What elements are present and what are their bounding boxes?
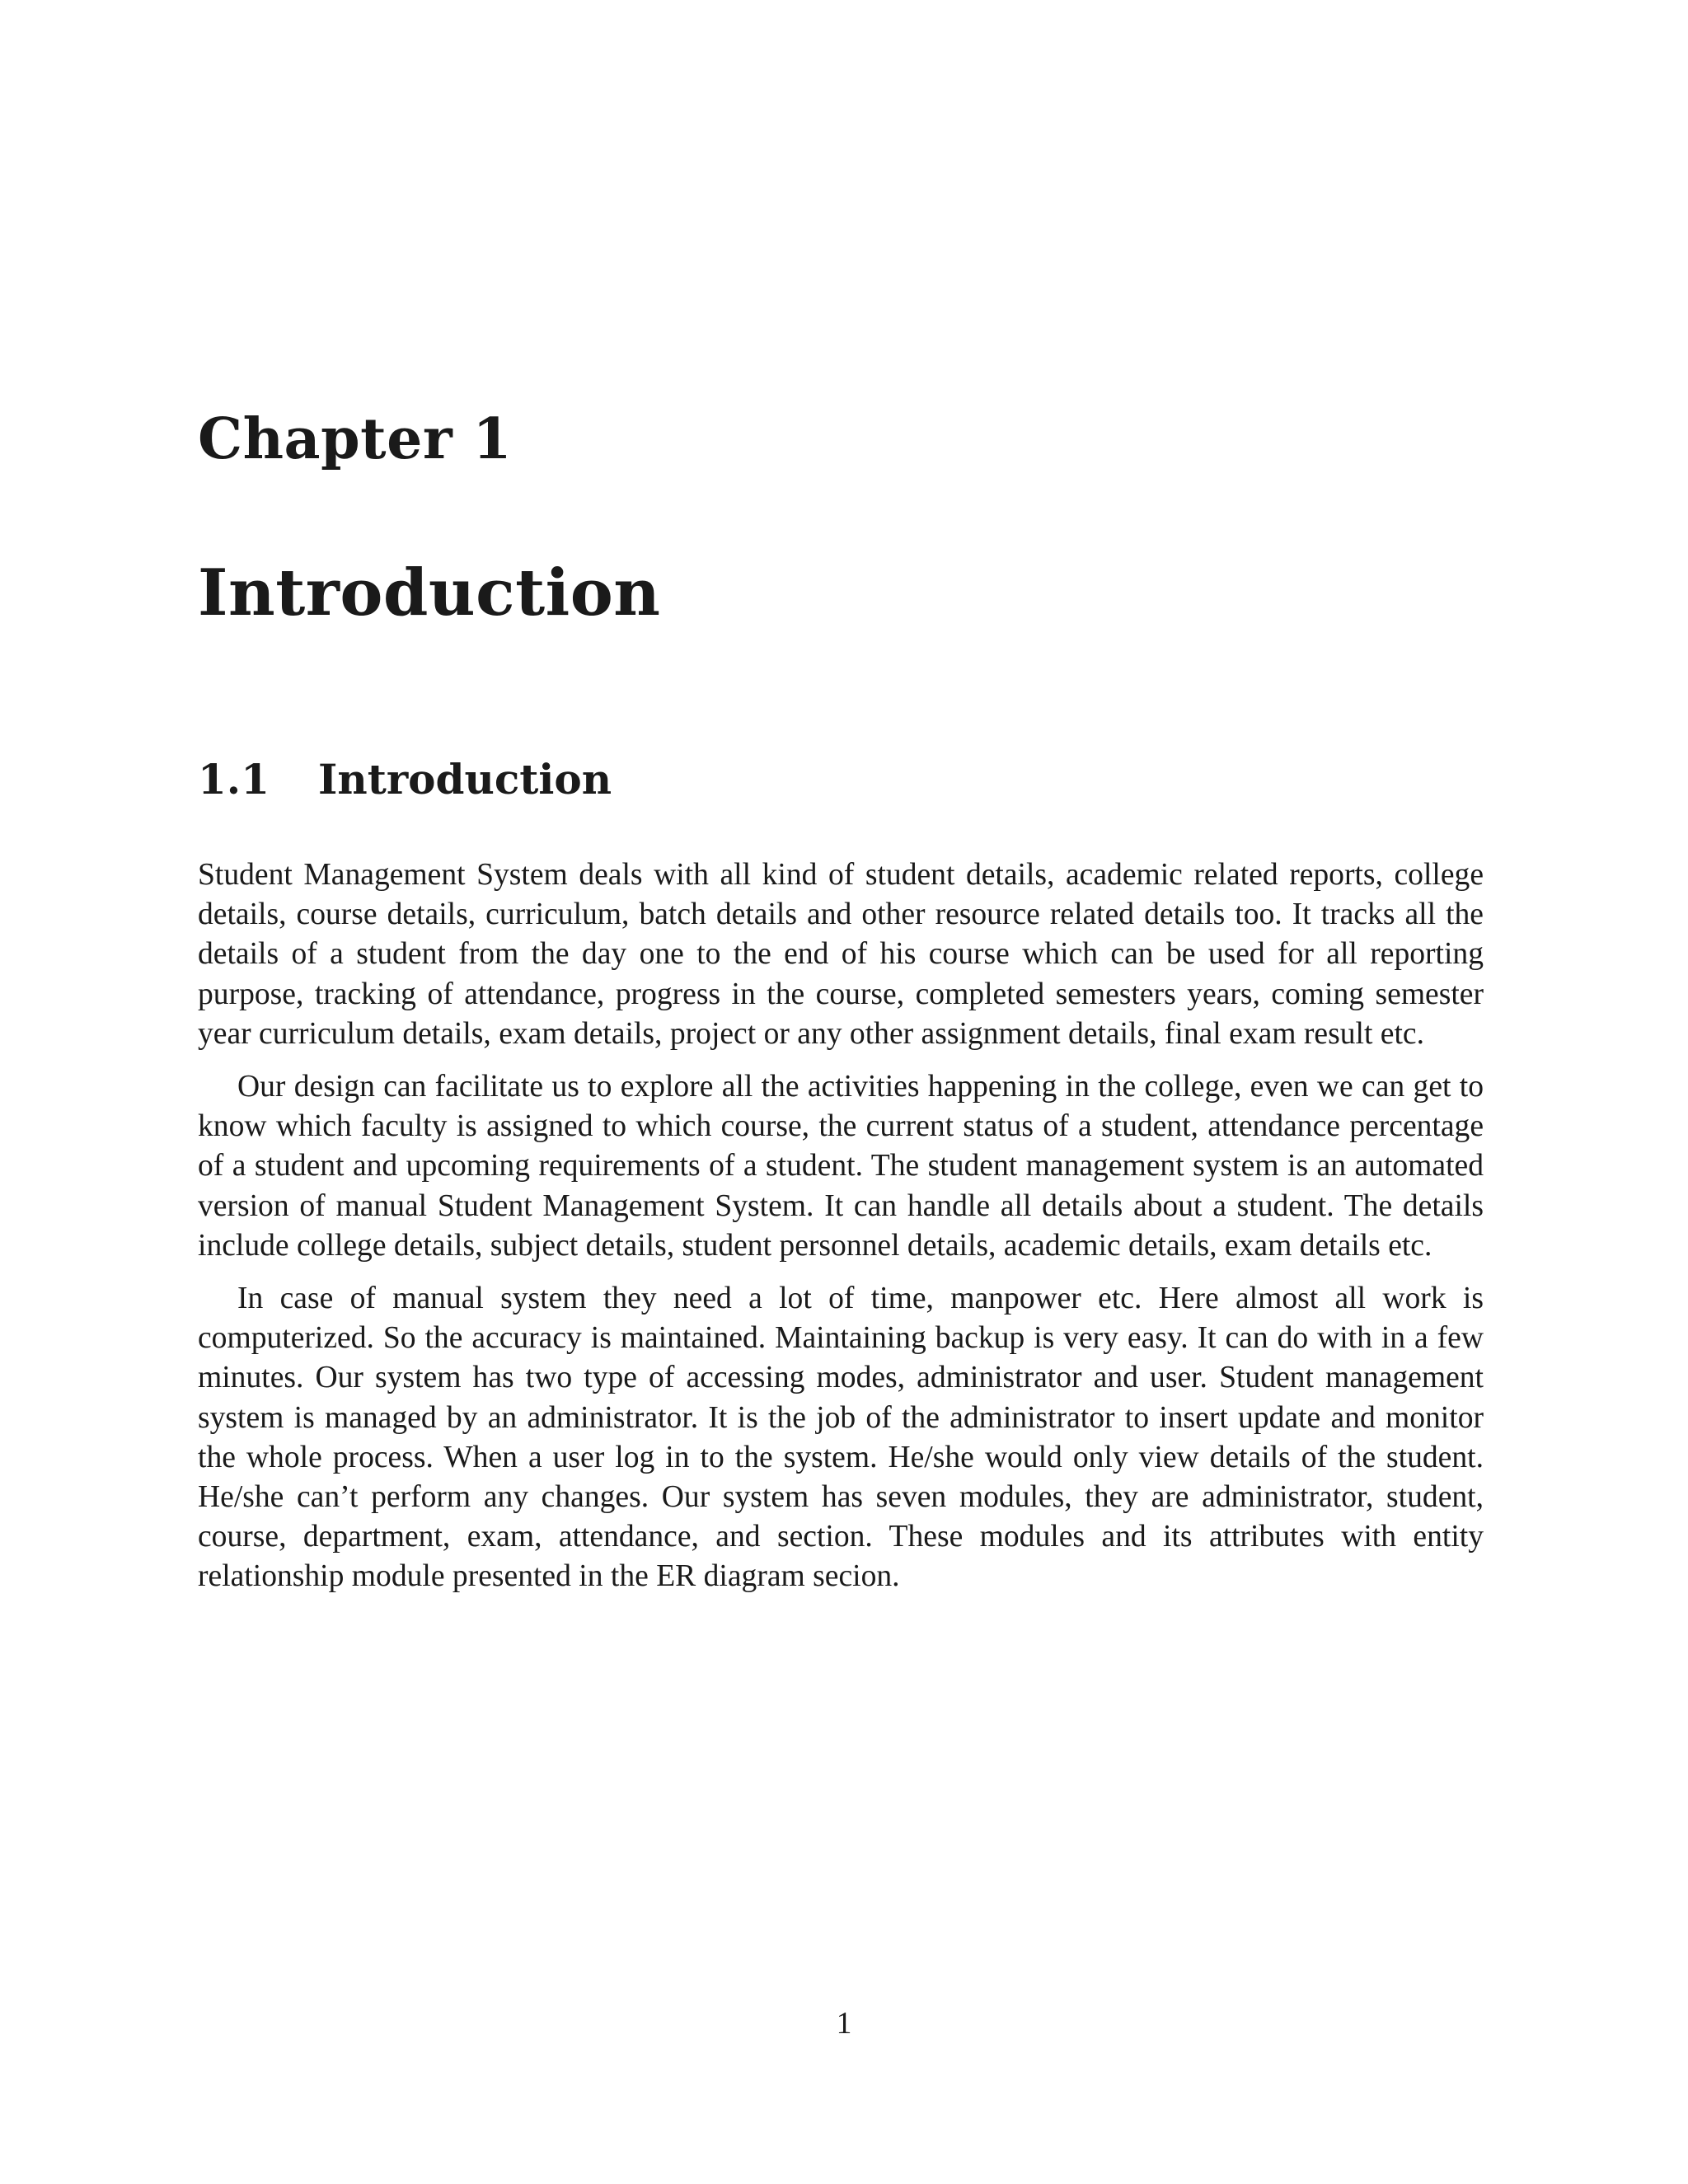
section-heading	[198, 753, 612, 806]
section-title: Introduction	[318, 755, 612, 804]
paragraph-2: Our design can facilitate us to explore all the activities happening in the college, even we can get to know which faculty is assigned to which course, the current status of a student, attendance percentage of a student and upcoming requirements of a student. The student management system is an automated version of manual Student Management System. It can handle all details about a student. The details include college details, subject details, student personnel details, academic details, exam details etc.	[198, 1070, 1484, 1263]
paragraph-1: Student Management System deals with all kind of student details, academic related reports, college details, course details, curriculum, batch details and other resource related details too. It tracks all the details of a student from the day one to the end of his course which can be used for all reporting purpose, tracking of attendance, progress in the course, completed semesters years, coming semester year curriculum details, exam details, project or any other assignment details, final exam result etc.	[198, 858, 1484, 1051]
chapter-title: Introduction	[198, 555, 661, 630]
page-number: 1	[836, 2007, 852, 2041]
paragraph-3: In case of manual system they need a lot of time, manpower etc. Here almost all work is computerized. So the accuracy is maintained. Maintaining backup is very easy. It can do with in a few minutes. Our system has two type of accessing modes, administrator and user. Student management system is managed by an administrator. It is the job of the administrator to insert update and monitor the whole process. When a user log in to the system. He/she would only view details of the student. He/she can’t perform any changes. Our system has seven modules, they are administrator, student, course, department, exam, attendance, and section. These modules and its attributes with entity relationship module presented in the ER diagram secion.	[198, 1282, 1484, 1594]
chapter-label: Chapter 1	[198, 406, 513, 472]
section-number: 1.1	[198, 755, 270, 804]
body-text	[198, 855, 1484, 1610]
